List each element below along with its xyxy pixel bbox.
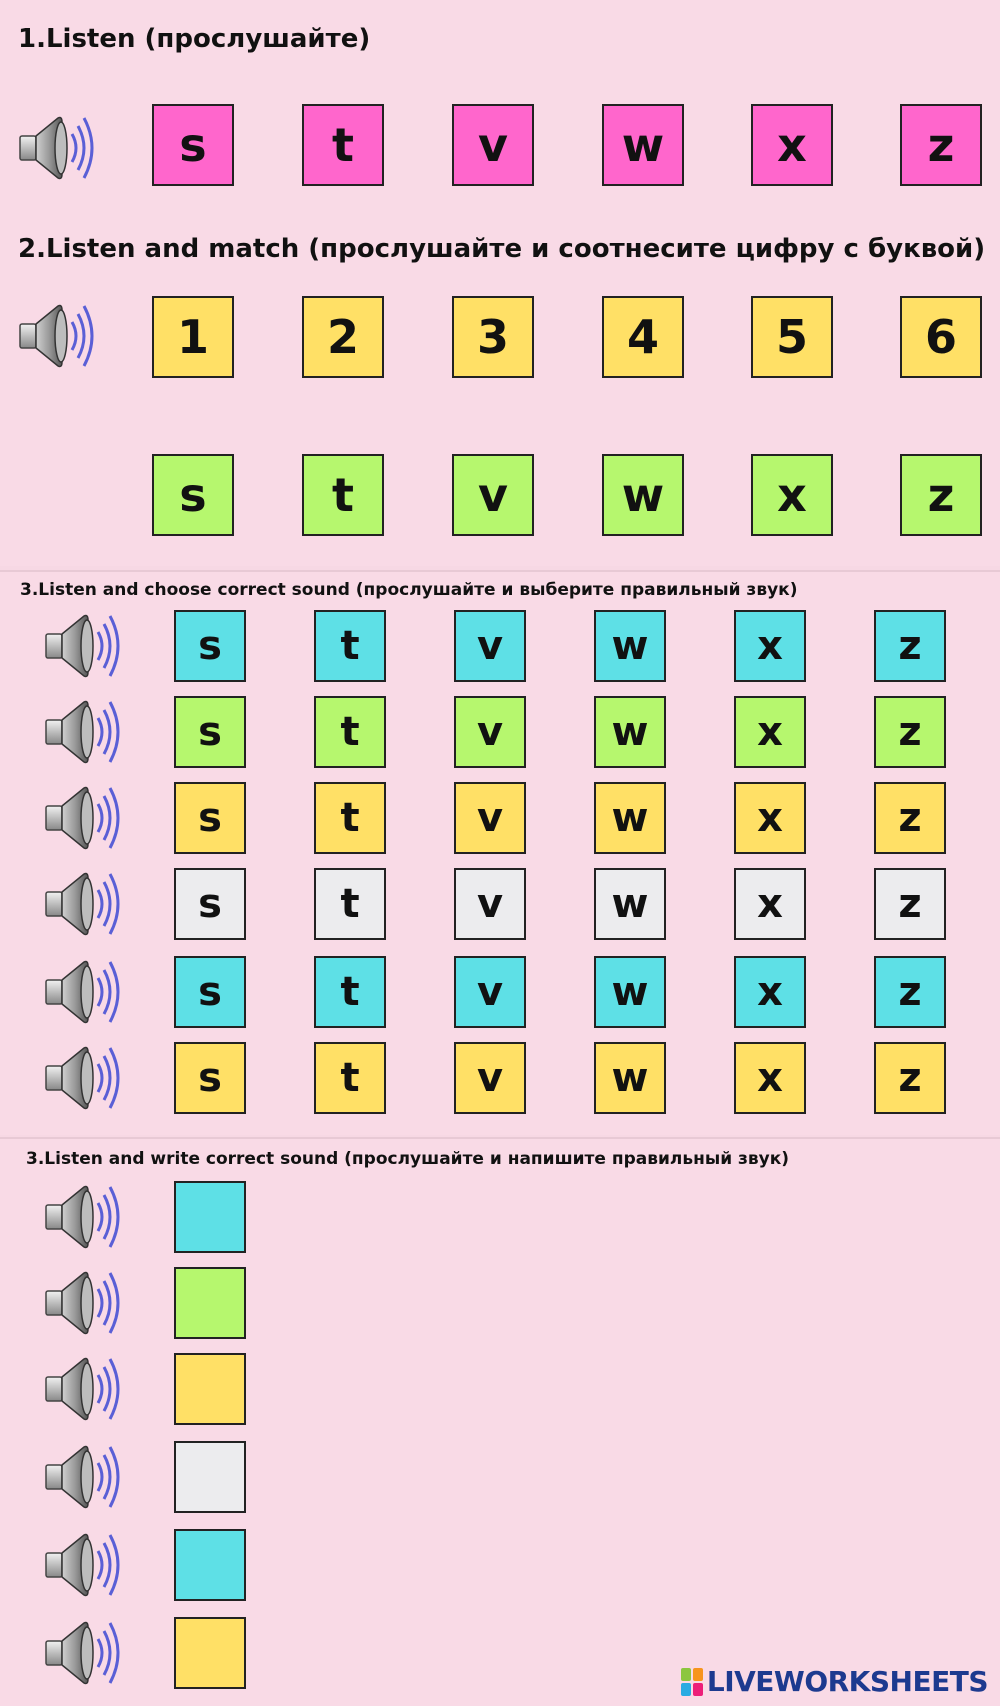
letter-box-v[interactable]: v: [452, 104, 534, 186]
answer-input-box[interactable]: [174, 1441, 246, 1513]
number-box-4[interactable]: 4: [602, 296, 684, 378]
speaker-icon[interactable]: [40, 1042, 124, 1114]
logo-text: LIVEWORKSHEETS: [706, 1665, 988, 1698]
choice-box-t[interactable]: t: [314, 610, 386, 682]
choice-box-v[interactable]: v: [454, 868, 526, 940]
answer-input-box[interactable]: [174, 1617, 246, 1689]
choice-box-z[interactable]: z: [874, 610, 946, 682]
choice-box-v[interactable]: v: [454, 696, 526, 768]
choice-box-w[interactable]: w: [594, 782, 666, 854]
number-box-1[interactable]: 1: [152, 296, 234, 378]
match-letter-box-t[interactable]: t: [302, 454, 384, 536]
liveworksheets-logo-icon: [681, 1668, 703, 1696]
number-box-3[interactable]: 3: [452, 296, 534, 378]
letter-box-t[interactable]: t: [302, 104, 384, 186]
choice-box-z[interactable]: z: [874, 782, 946, 854]
choice-box-s[interactable]: s: [174, 782, 246, 854]
letter-box-w[interactable]: w: [602, 104, 684, 186]
match-letter-box-w[interactable]: w: [602, 454, 684, 536]
speaker-icon[interactable]: [40, 1529, 124, 1601]
choice-box-x[interactable]: x: [734, 610, 806, 682]
choice-box-w[interactable]: w: [594, 868, 666, 940]
choice-box-s[interactable]: s: [174, 956, 246, 1028]
choice-box-t[interactable]: t: [314, 956, 386, 1028]
choice-box-v[interactable]: v: [454, 956, 526, 1028]
choice-box-s[interactable]: s: [174, 868, 246, 940]
letter-box-x[interactable]: x: [751, 104, 833, 186]
choice-box-z[interactable]: z: [874, 956, 946, 1028]
choice-box-x[interactable]: x: [734, 956, 806, 1028]
number-box-6[interactable]: 6: [900, 296, 982, 378]
choice-box-s[interactable]: s: [174, 1042, 246, 1114]
section1-title: 1.Listen (прослушайте): [18, 24, 371, 54]
section4-title: 3.Listen and write correct sound (прослушайте и напишите правильный звук): [26, 1149, 790, 1169]
speaker-icon[interactable]: [40, 782, 124, 854]
choice-box-t[interactable]: t: [314, 782, 386, 854]
section-listen: [0, 0, 1000, 566]
liveworksheets-logo: [681, 1665, 988, 1698]
choice-box-v[interactable]: v: [454, 1042, 526, 1114]
section2-title: 2.Listen and match (прослушайте и соотнесите цифру с буквой): [18, 234, 986, 264]
speaker-icon[interactable]: [40, 1353, 124, 1425]
section-choose-sound: [0, 570, 1000, 1135]
choice-box-x[interactable]: x: [734, 868, 806, 940]
letter-box-z[interactable]: z: [900, 104, 982, 186]
choice-box-s[interactable]: s: [174, 610, 246, 682]
choice-box-v[interactable]: v: [454, 610, 526, 682]
answer-input-box[interactable]: [174, 1181, 246, 1253]
answer-input-box[interactable]: [174, 1267, 246, 1339]
choice-box-z[interactable]: z: [874, 1042, 946, 1114]
choice-box-w[interactable]: w: [594, 1042, 666, 1114]
match-letter-box-s[interactable]: s: [152, 454, 234, 536]
choice-box-w[interactable]: w: [594, 610, 666, 682]
choice-box-t[interactable]: t: [314, 696, 386, 768]
speaker-icon[interactable]: [40, 1181, 124, 1253]
speaker-icon[interactable]: [14, 112, 98, 184]
speaker-icon[interactable]: [40, 956, 124, 1028]
choice-box-x[interactable]: x: [734, 1042, 806, 1114]
choice-box-s[interactable]: s: [174, 696, 246, 768]
section-write-sound: [0, 1137, 1000, 1706]
number-box-5[interactable]: 5: [751, 296, 833, 378]
choice-box-z[interactable]: z: [874, 868, 946, 940]
choice-box-x[interactable]: x: [734, 782, 806, 854]
speaker-icon[interactable]: [40, 1267, 124, 1339]
answer-input-box[interactable]: [174, 1353, 246, 1425]
choice-box-z[interactable]: z: [874, 696, 946, 768]
speaker-icon[interactable]: [40, 868, 124, 940]
choice-box-w[interactable]: w: [594, 696, 666, 768]
match-letter-box-v[interactable]: v: [452, 454, 534, 536]
answer-input-box[interactable]: [174, 1529, 246, 1601]
speaker-icon[interactable]: [40, 610, 124, 682]
number-box-2[interactable]: 2: [302, 296, 384, 378]
choice-box-t[interactable]: t: [314, 868, 386, 940]
speaker-icon[interactable]: [14, 300, 98, 372]
speaker-icon[interactable]: [40, 696, 124, 768]
choice-box-t[interactable]: t: [314, 1042, 386, 1114]
choice-box-v[interactable]: v: [454, 782, 526, 854]
match-letter-box-z[interactable]: z: [900, 454, 982, 536]
match-letter-box-x[interactable]: x: [751, 454, 833, 536]
letter-box-s[interactable]: s: [152, 104, 234, 186]
section3-title: 3.Listen and choose correct sound (прослушайте и выберите правильный звук): [20, 580, 798, 600]
speaker-icon[interactable]: [40, 1617, 124, 1689]
choice-box-w[interactable]: w: [594, 956, 666, 1028]
speaker-icon[interactable]: [40, 1441, 124, 1513]
choice-box-x[interactable]: x: [734, 696, 806, 768]
